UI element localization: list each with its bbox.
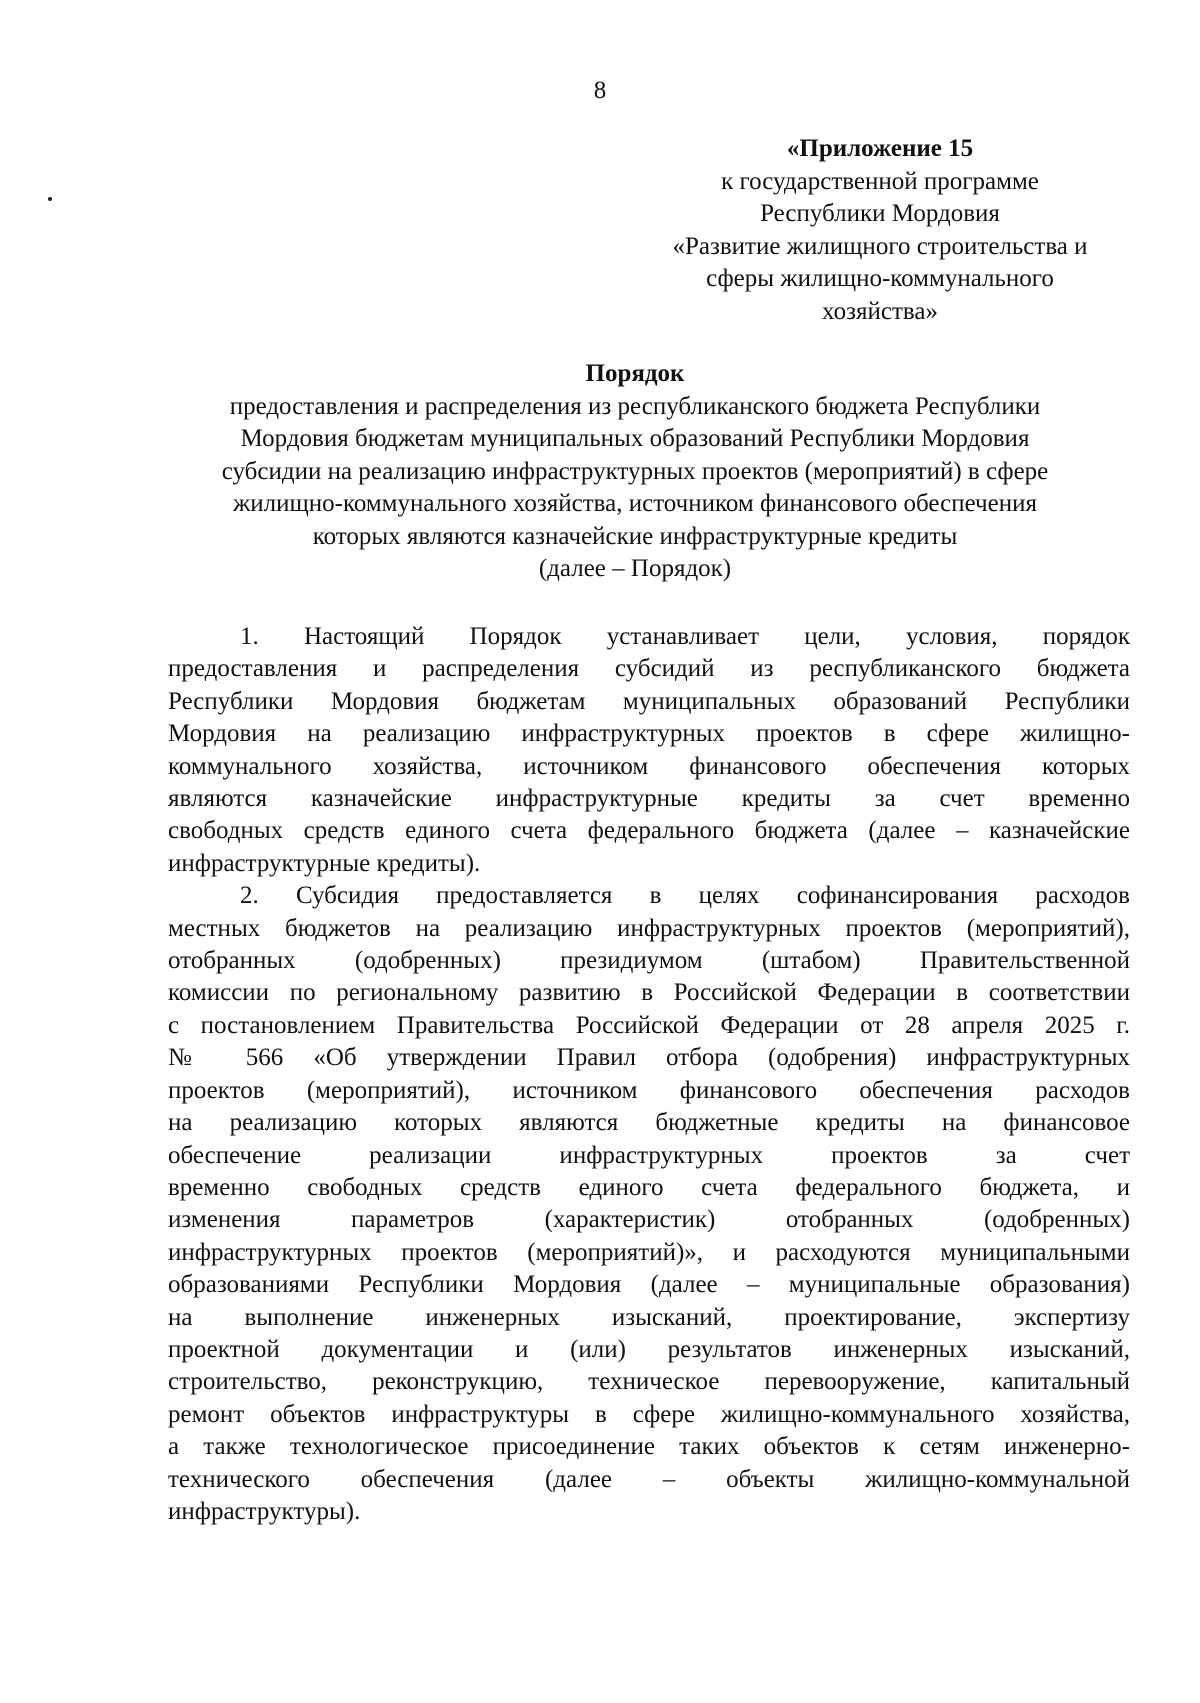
paragraph-line: инфраструктурных проектов (мероприятий)», и расходуются муниципальными [168, 1238, 1130, 1266]
paragraph-line: проектов (мероприятий), источником финансового обеспечения расходов [168, 1076, 1130, 1104]
scan-speck [48, 197, 52, 201]
paragraph-line: проектной документации и (или) результатов инженерных изысканий, [168, 1335, 1130, 1363]
appendix-header [640, 133, 1120, 328]
paragraph-line: Республики Мордовия бюджетам муниципальных образований Республики [168, 687, 1130, 715]
paragraph-line: с постановлением Правительства Российской Федерации от 28 апреля 2025 г. [168, 1011, 1130, 1039]
document-body [168, 621, 1130, 1528]
paragraph-1 [168, 621, 1130, 880]
paragraph-line: технического обеспечения (далее – объекты жилищно-коммунальной [168, 1465, 1130, 1493]
document-subtitle-line: (далее – Порядок) [538, 555, 732, 582]
paragraph-line: строительство, реконструкцию, техническое перевооружение, капитальный [168, 1368, 1130, 1396]
document-subtitle-line: которых являются казначейские инфраструктурные кредиты [312, 522, 958, 550]
paragraph-line: местных бюджетов на реализацию инфраструктурных проектов (мероприятий), [168, 914, 1130, 942]
paragraph-line: ремонт объектов инфраструктуры в сфере жилищно-коммунального хозяйства, [168, 1400, 1130, 1428]
paragraph-line: комиссии по региональному развитию в Российской Федерации в соответствии [168, 979, 1130, 1007]
paragraph-line: Мордовия на реализацию инфраструктурных проектов в сфере жилищно- [168, 720, 1130, 748]
paragraph-line: инфраструктуры). [168, 1497, 361, 1525]
paragraph-line: на реализацию которых являются бюджетные кредиты на финансовое [168, 1109, 1130, 1137]
paragraph-line: 2. Субсидия предоставляется в целях софинансирования расходов [240, 882, 1130, 910]
document-subtitle-line: субсидии на реализацию инфраструктурных проектов (мероприятий) в сфере [221, 457, 1049, 485]
document-subtitle-line: Мордовия бюджетам муниципальных образований Республики Мордовия [240, 425, 1030, 452]
appendix-line: к государственной программе [721, 167, 1039, 195]
appendix-line: «Развитие жилищного строительства и [672, 232, 1088, 260]
document-subtitle-line: жилищно-коммунального хозяйства, источником финансового обеспечения [233, 490, 1037, 517]
document-heading: Порядок [585, 360, 685, 387]
paragraph-line: на выполнение инженерных изысканий, проектирование, экспертизу [168, 1303, 1130, 1331]
appendix-line: Республики Мордовия [760, 200, 1000, 227]
paragraph-line: образованиями Республики Мордовия (далее – муниципальные образования) [168, 1271, 1130, 1299]
appendix-line: сферы жилищно-коммунального [706, 265, 1054, 292]
appendix-line: хозяйства» [822, 297, 938, 325]
paragraph-line: временно свободных средств единого счета федерального бюджета, и [168, 1173, 1130, 1201]
page-number: 8 [593, 77, 607, 104]
paragraph-line: являются казначейские инфраструктурные кредиты за счет временно [168, 785, 1130, 813]
document-title-block [140, 358, 1130, 586]
paragraph-line: коммунального хозяйства, источником финансового обеспечения которых [168, 752, 1130, 780]
paragraph-2 [168, 880, 1130, 1528]
appendix-title: «Приложение 15 [786, 135, 974, 162]
paragraph-line: свободных средств единого счета федерального бюджета (далее – казначейские [168, 817, 1130, 845]
paragraph-line: а также технологическое присоединение таких объектов к сетям инженерно- [168, 1433, 1130, 1461]
paragraph-line: обеспечение реализации инфраструктурных проектов за счет [168, 1141, 1130, 1169]
paragraph-line: отобранных (одобренных) президиумом (штабом) Правительственной [168, 947, 1130, 975]
paragraph-line: № 566 «Об утверждении Правил отбора (одобрения) инфраструктурных [168, 1044, 1130, 1072]
paragraph-line: изменения параметров (характеристик) отобранных (одобренных) [168, 1206, 1130, 1234]
paragraph-line: предоставления и распределения субсидий из республиканского бюджета [168, 655, 1130, 683]
document-subtitle-line: предоставления и распределения из республиканского бюджета Республики [229, 392, 1041, 420]
paragraph-line: 1. Настоящий Порядок устанавливает цели, условия, порядок [240, 623, 1130, 650]
paragraph-line: инфраструктурные кредиты). [168, 849, 481, 877]
